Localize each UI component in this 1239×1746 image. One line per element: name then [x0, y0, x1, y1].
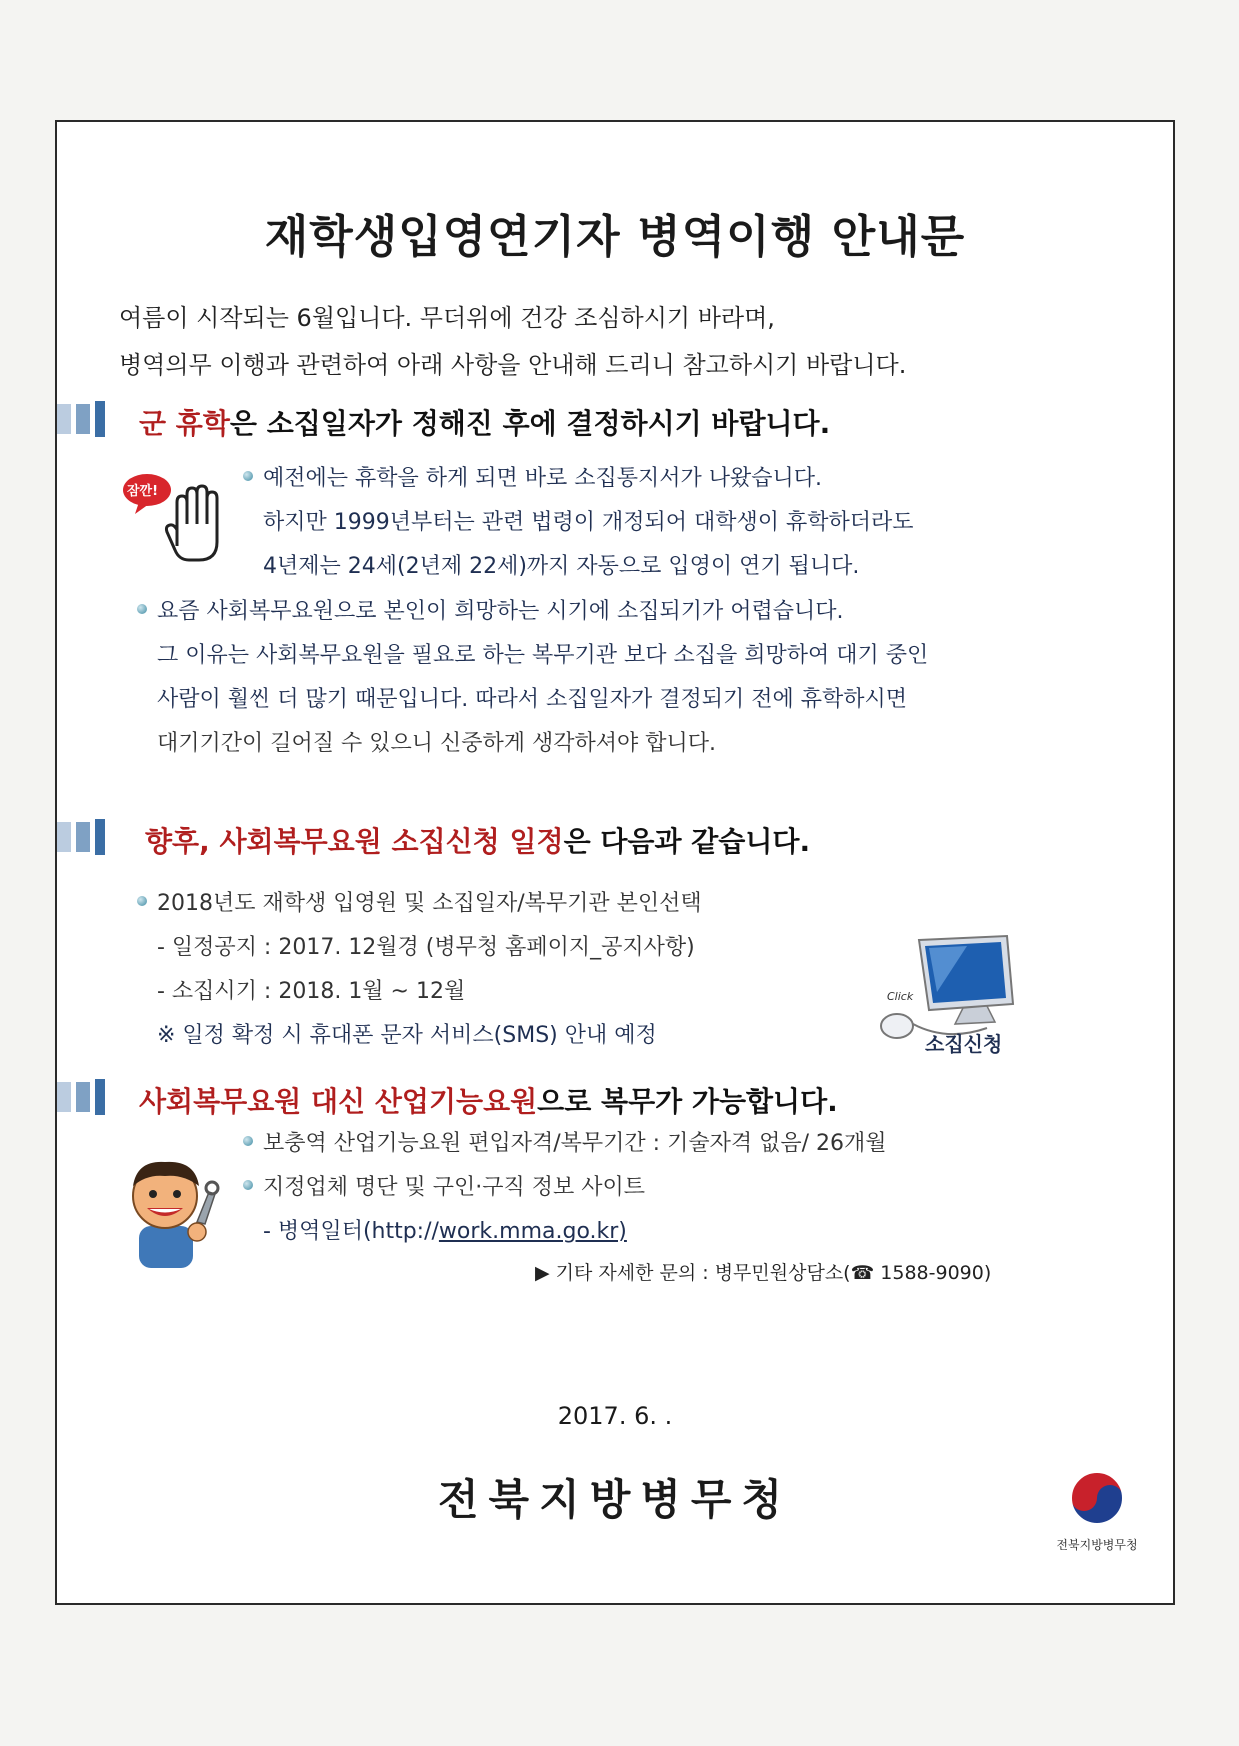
issuer-signature: 전북지방병무청	[437, 1475, 792, 1524]
section1-line-1	[243, 461, 822, 492]
section2-line-1-text: 2018년도 재학생 입영원 및 소집일자/복무기관 본인선택	[157, 891, 702, 916]
section1-line-1-text: 예전에는 휴학을 하게 되면 바로 소집통지서가 나왔습니다.	[263, 466, 823, 491]
section3-line-1	[243, 1126, 887, 1157]
section2-line-4: ※ 일정 확정 시 휴대폰 문자 서비스(SMS) 안내 예정	[157, 1023, 657, 1048]
worker-character-icon	[113, 1152, 223, 1272]
section1-para2-line-1-text: 요즘 사회복무요원으로 본인이 희망하는 시기에 소집되기가 어렵습니다.	[157, 599, 844, 624]
contact-info: ▶ 기타 자세한 문의 : 병무민원상담소(☎ 1588-9090)	[535, 1262, 992, 1284]
section2-line-2: - 일정공지 : 2017. 12월경 (병무청 홈페이지_공지사항)	[157, 935, 695, 960]
section1-para2-line-3: 사람이 훨씬 더 많기 때문입니다. 따라서 소집일자가 결정되기 전에 휴학하시면	[157, 687, 907, 712]
section2-line-3: - 소집시기 : 2018. 1월 ~ 12월	[157, 979, 466, 1004]
section3-heading-rest: 으로 복무가 가능합니다.	[537, 1085, 838, 1118]
section1-line-3: 4년제는 24세(2년제 22세)까지 자동으로 입영이 연기 됩니다.	[263, 554, 860, 579]
section3-line-1-text: 보충역 산업기능요원 편입자격/복무기간 : 기술자격 없음/ 26개월	[263, 1131, 887, 1156]
bullet-icon	[137, 604, 147, 614]
job-site-link-prefix: - 병역일터(http://	[263, 1219, 439, 1244]
section1-para2-line-1	[137, 594, 844, 625]
bullet-icon	[243, 1136, 253, 1146]
section3-heading-highlight: 사회복무요원 대신 산업기능요원	[139, 1085, 538, 1118]
mma-logo	[1042, 1462, 1152, 1572]
bullet-icon	[243, 1180, 253, 1190]
job-site-link-url[interactable]: work.mma.go.kr)	[438, 1219, 627, 1244]
notice-sheet	[55, 120, 1175, 1605]
section1-para2-line-2: 그 이유는 사회복무요원을 필요로 하는 복무기관 보다 소집을 희망하여 대기 중인	[157, 643, 929, 668]
wait-badge: 잠깐!	[127, 484, 159, 499]
section1-para2-line-4: 대기기간이 길어질 수 있으니 신중하게 생각하셔야 합니다.	[157, 731, 717, 756]
mma-logo-text: 전북지방병무청	[1056, 1538, 1138, 1552]
section1-heading	[139, 402, 830, 442]
section2-heading-highlight: 향후, 사회복무요원 소집신청 일정	[145, 825, 564, 858]
page-title: 재학생입영연기자 병역이행 안내문	[264, 210, 966, 263]
job-site-link[interactable]	[263, 1214, 627, 1245]
section3-line-2	[243, 1170, 645, 1201]
bullet-icon	[137, 896, 147, 906]
intro-line-1: 여름이 시작되는 6월입니다. 무더위에 건강 조심하시기 바라며,	[119, 304, 775, 332]
section3-line-2-text: 지정업체 명단 및 구인·구직 정보 사이트	[263, 1175, 645, 1200]
section-marker-3	[57, 1082, 105, 1115]
computer-click-icon	[867, 932, 1057, 1056]
section1-heading-highlight: 군 휴학	[139, 407, 230, 440]
issue-date: 2017. 6. .	[557, 1402, 673, 1430]
intro-line-2: 병역의무 이행과 관련하여 아래 사항을 안내해 드리니 참고하시기 바랍니다.	[119, 351, 907, 379]
section3-heading	[139, 1080, 838, 1120]
apply-label: 소집신청	[925, 1032, 1003, 1056]
section-marker-2	[57, 822, 105, 855]
section2-heading	[145, 820, 810, 860]
section2-line-1	[137, 886, 702, 917]
section1-heading-rest: 은 소집일자가 정해진 후에 결정하시기 바랍니다.	[229, 407, 831, 440]
section-marker-1	[57, 404, 105, 437]
bullet-icon	[243, 471, 253, 481]
section2-heading-rest: 은 다음과 같습니다.	[563, 825, 811, 858]
section1-line-2: 하지만 1999년부터는 관련 법령이 개정되어 대학생이 휴학하더라도	[263, 510, 914, 535]
stop-hand-icon	[119, 468, 229, 568]
click-text: Click	[887, 990, 914, 1003]
